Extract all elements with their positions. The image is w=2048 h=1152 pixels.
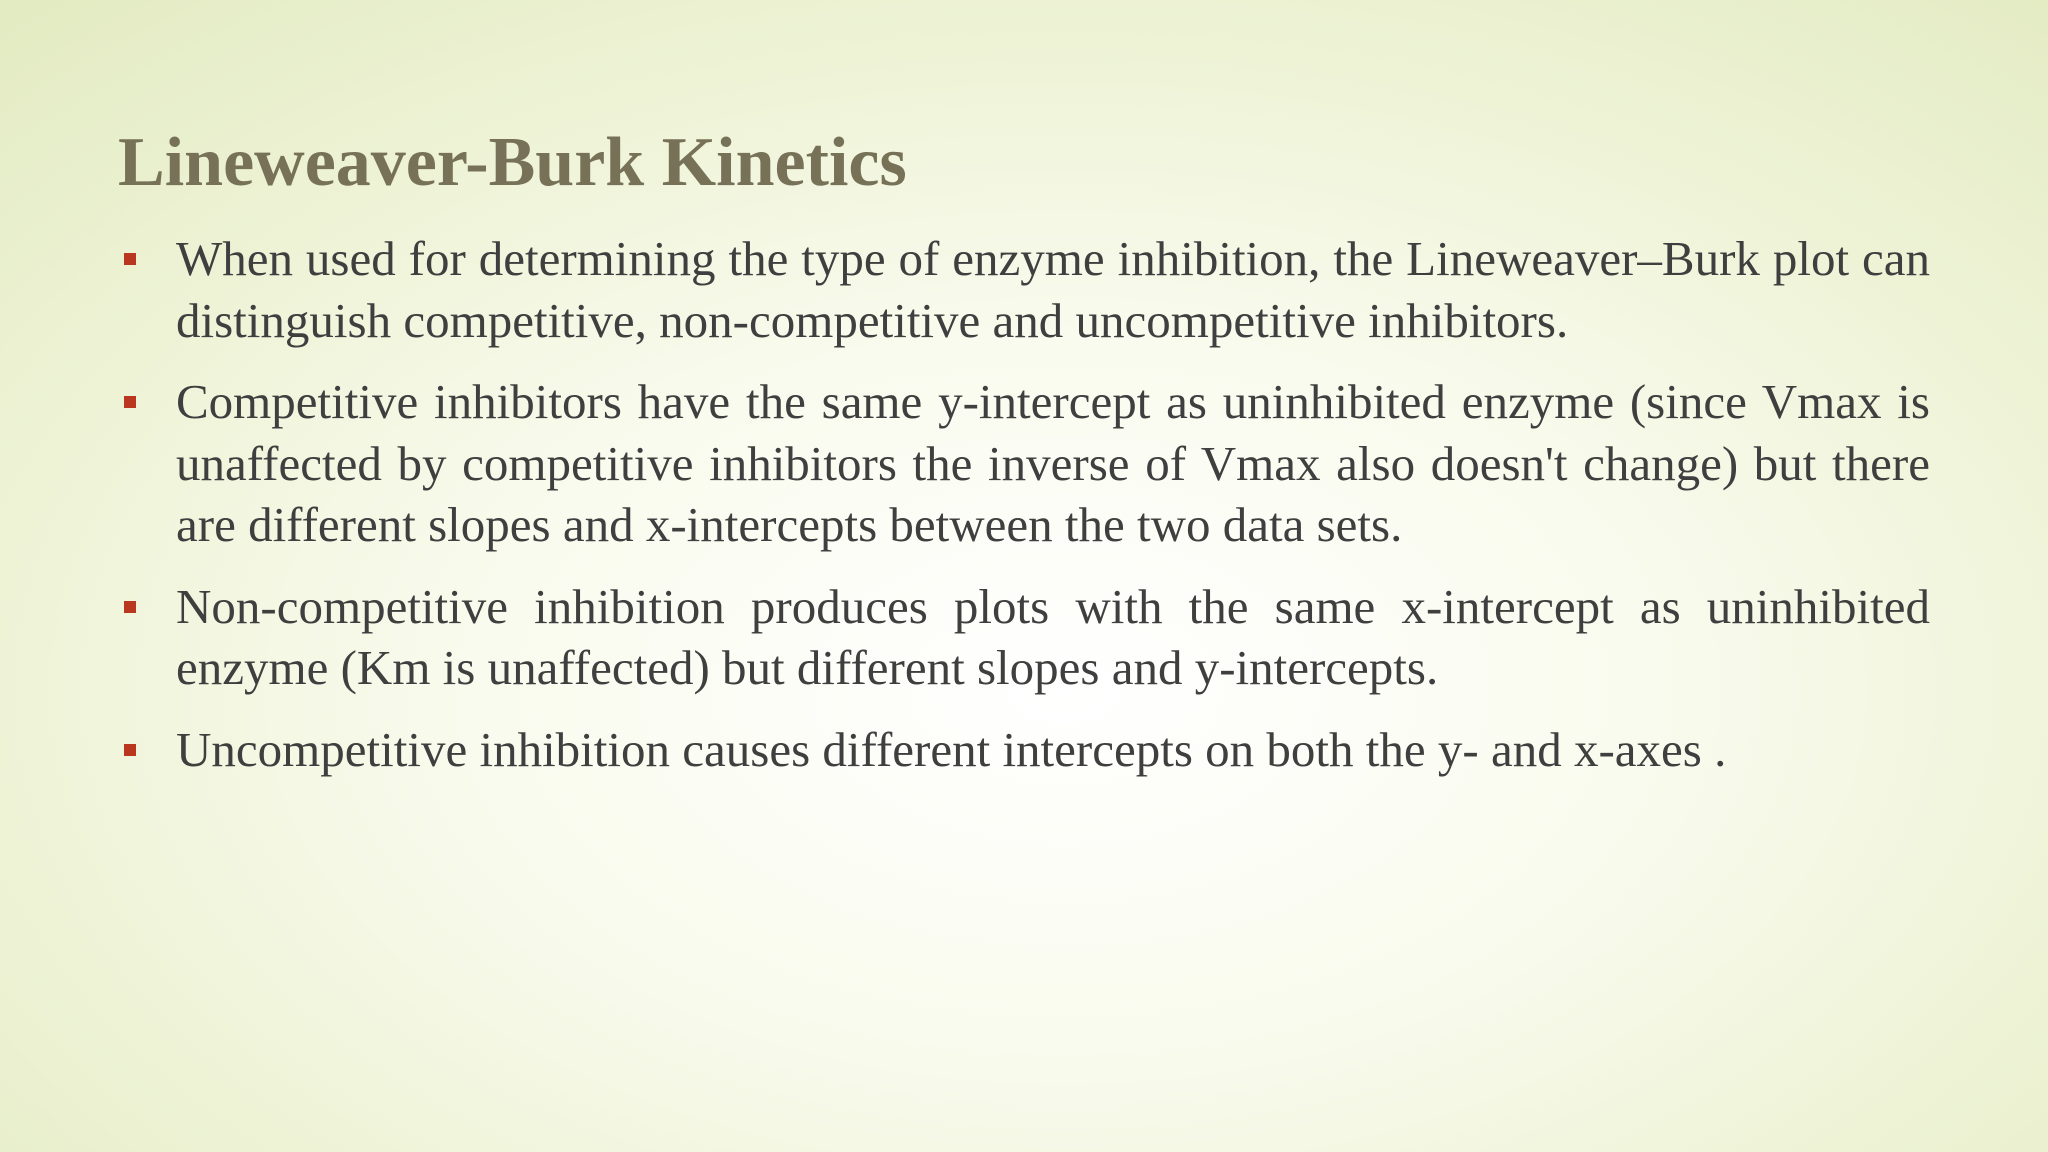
bullet-item — [118, 228, 1930, 351]
bullet-text: Non-competitive inhibition produces plots with the same x-intercept as uninhibited enzyme (Km is unaffected) but different slopes and y-intercepts. — [176, 578, 1930, 695]
bullet-list — [118, 228, 1930, 800]
bullet-text: When used for determining the type of enzyme inhibition, the Lineweaver–Burk plot can distinguish competitive, non-competitive and uncompetitive inhibitors. — [176, 231, 1930, 348]
bullet-item — [118, 371, 1930, 556]
bullet-item — [118, 576, 1930, 699]
bullet-text: Competitive inhibitors have the same y-intercept as uninhibited enzyme (since Vmax is unaffected by competitive inhibitors the inverse of Vmax also doesn't change) but there are different slopes and x-intercepts between the two data sets. — [176, 374, 1930, 552]
square-bullet-icon — [124, 744, 136, 756]
bullet-item — [118, 719, 1930, 781]
square-bullet-icon — [124, 253, 136, 265]
slide-title: Lineweaver-Burk Kinetics — [118, 124, 907, 201]
square-bullet-icon — [124, 601, 136, 613]
bullet-text: Uncompetitive inhibition causes different intercepts on both the y- and x-axes . — [176, 721, 1727, 777]
square-bullet-icon — [124, 396, 136, 408]
